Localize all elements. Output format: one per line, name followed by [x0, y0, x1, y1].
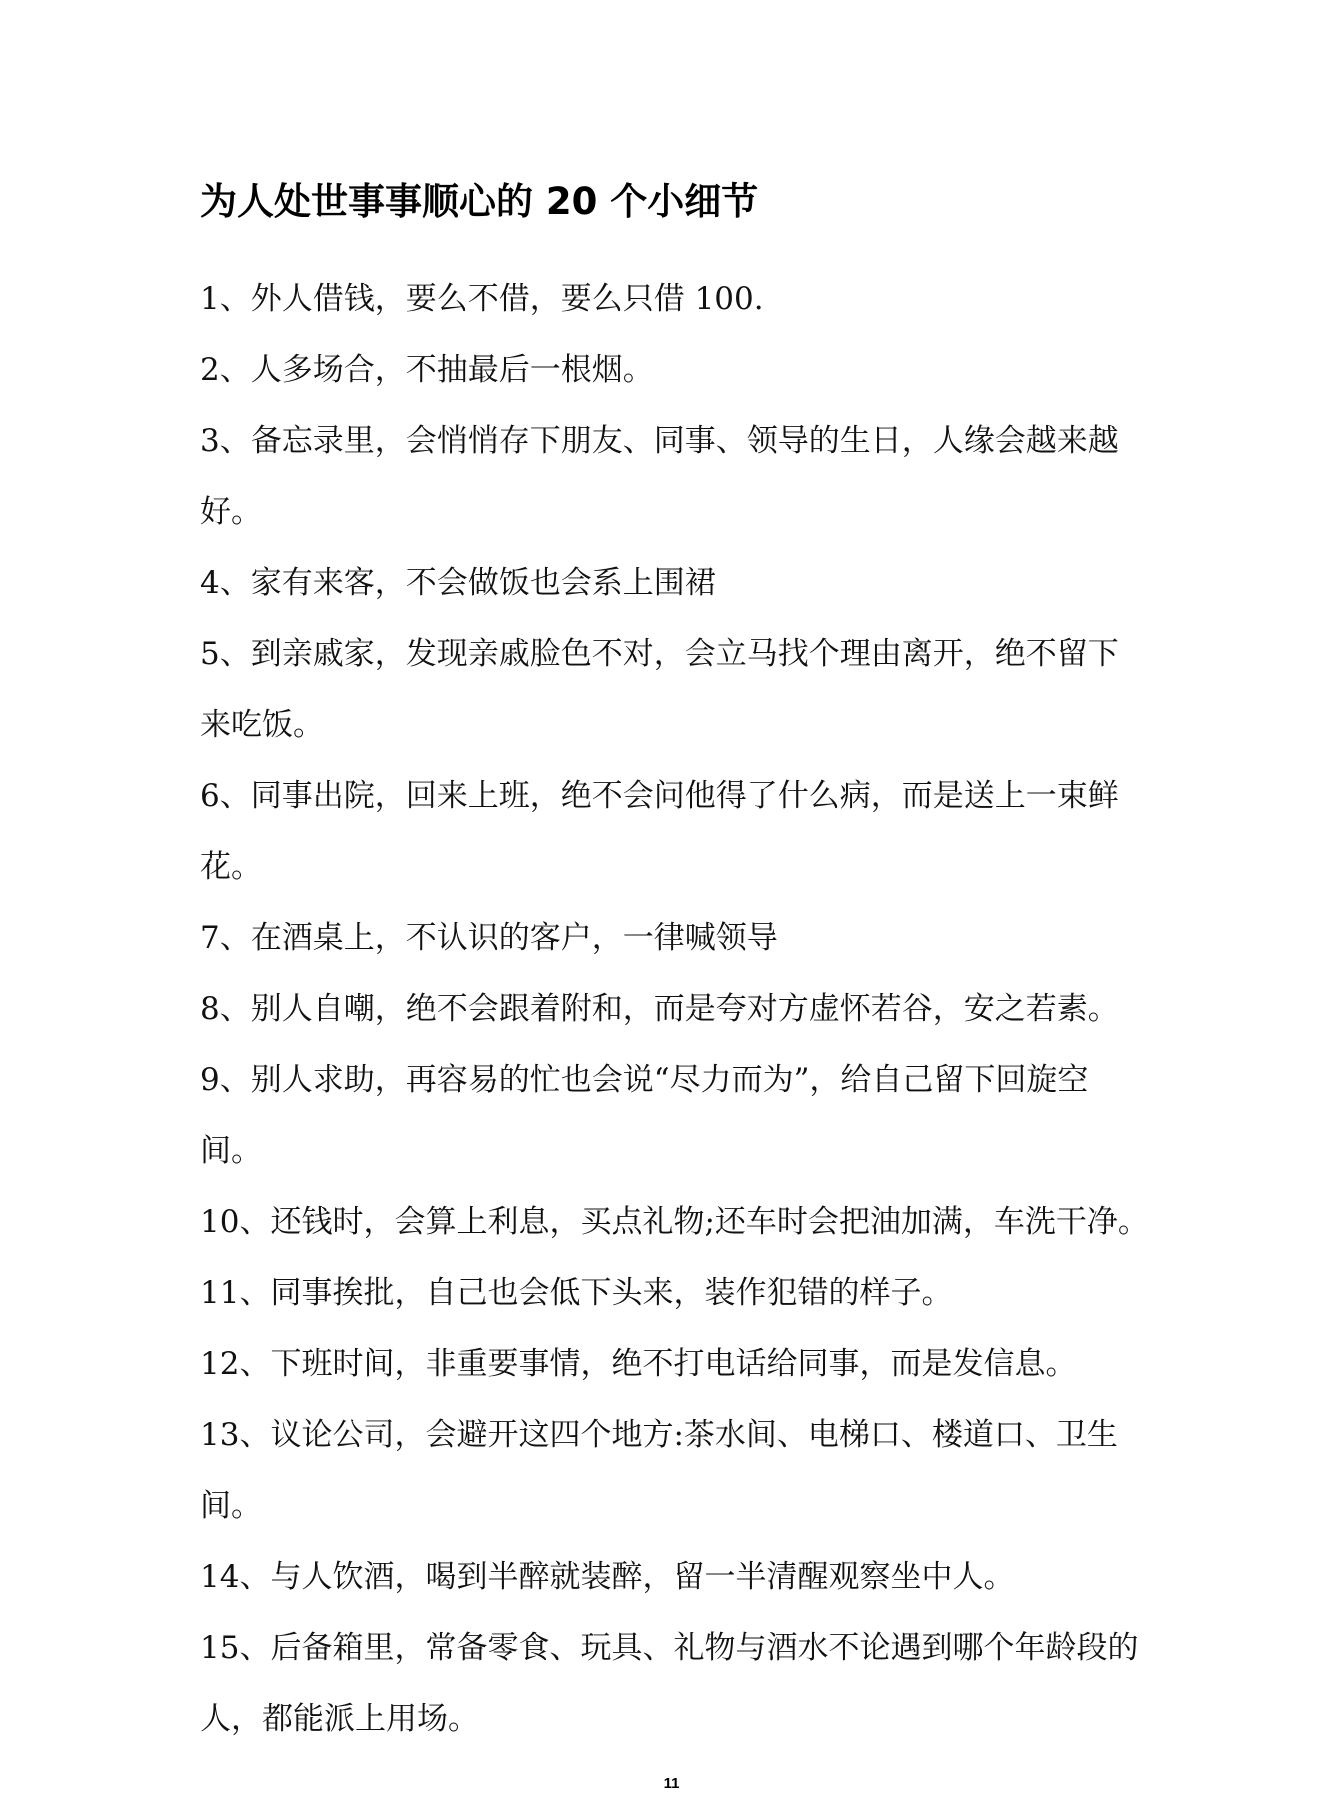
text-line: 2、人多场合，不抽最后一根烟。 — [200, 352, 654, 388]
text-line: 11、同事挨批，自己也会低下头来，装作犯错的样子。 — [200, 1275, 953, 1311]
text-line: 14、与人饮酒，喝到半醉就装醉，留一半清醒观察坐中人。 — [200, 1559, 1015, 1595]
page-number: 11 — [663, 1775, 680, 1792]
text-line: 来吃饭。 — [200, 707, 324, 743]
document-title: 为人处世事事顺心的 20 个小细节 — [200, 180, 759, 223]
text-line: 4、家有来客，不会做饭也会系上围裙 — [200, 565, 716, 601]
text-line: 花。 — [200, 849, 262, 885]
text-line: 1、外人借钱，要么不借，要么只借 100. — [200, 281, 764, 317]
document-body — [200, 264, 1160, 1755]
text-line: 10、还钱时，会算上利息，买点礼物;还车时会把油加满，车洗干净。 — [200, 1204, 1149, 1240]
text-line: 间。 — [200, 1488, 262, 1524]
text-line: 9、别人求助，再容易的忙也会说“尽力而为”，给自己留下回旋空 — [200, 1062, 1089, 1098]
text-line: 13、议论公司，会避开这四个地方:茶水间、电梯口、楼道口、卫生 — [200, 1417, 1118, 1453]
text-line: 5、到亲戚家，发现亲戚脸色不对，会立马找个理由离开，绝不留下 — [200, 636, 1119, 672]
text-line: 7、在酒桌上，不认识的客户，一律喊领导 — [200, 920, 778, 956]
text-line: 间。 — [200, 1133, 262, 1169]
text-line: 人，都能派上用场。 — [200, 1701, 479, 1737]
text-line: 好。 — [200, 494, 262, 530]
text-line: 12、下班时间，非重要事情，绝不打电话给同事，而是发信息。 — [200, 1346, 1077, 1382]
text-line: 8、别人自嘲，绝不会跟着附和，而是夸对方虚怀若谷，安之若素。 — [200, 991, 1119, 1027]
text-line: 15、后备箱里，常备零食、玩具、礼物与酒水不论遇到哪个年龄段的 — [200, 1630, 1139, 1666]
text-line: 6、同事出院，回来上班，绝不会问他得了什么病，而是送上一束鲜 — [200, 778, 1119, 814]
text-line: 3、备忘录里，会悄悄存下朋友、同事、领导的生日，人缘会越来越 — [200, 423, 1119, 459]
